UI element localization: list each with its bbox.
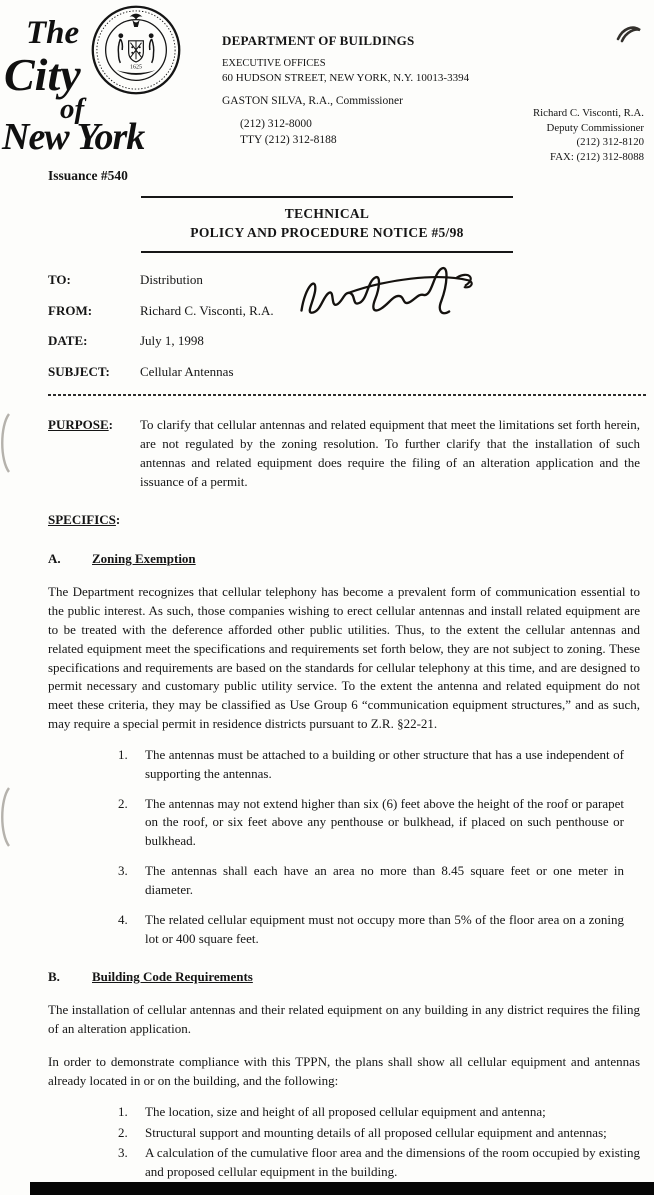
list-item-number: 4. xyxy=(118,911,128,927)
section-a-body: The Department recognizes that cellular telephony has become a prevalent form of communication essential to the public interest. As such, those companies wishing to erect cellular antennas and install related equipment are to be treated with the deference afforded other public utilities. Thus, to the extent the cellular antennas and related equipment meet the specifications and requirements set forth below, they are not subject to zoning. These specifications and requirements are based on the standards for cellular telephony at this time, and are designed to permit necessary and customary public utility service. To the extent the antenna and related equipment do not meet these criteria, they may be classified as Use Group 6 “communication equipment structures,” and as such, may require a special permit in residence districts pursuant to Z.R. §22-21. xyxy=(48,584,640,732)
department-block xyxy=(222,32,522,148)
to-value: Distribution xyxy=(140,271,203,287)
list-item xyxy=(118,1144,640,1182)
logo-text: City xyxy=(4,49,81,100)
from-label: FROM: xyxy=(48,302,93,318)
list-item-number: 1. xyxy=(118,746,128,762)
deputy-name: Richard C. Visconti, R.A. xyxy=(532,107,644,119)
logo-text: The xyxy=(26,15,80,51)
executive-offices: EXECUTIVE OFFICES xyxy=(222,57,326,69)
divider xyxy=(141,196,513,198)
memo-row-from xyxy=(48,302,640,321)
list-item-text: The related cellular equipment must not occupy more than 5% of the floor area on a zoning lot or 400 square feet. xyxy=(145,911,624,946)
deputy-commissioner-block xyxy=(533,106,644,164)
section-b-heading xyxy=(48,968,654,987)
deputy-fax: FAX: (212) 312-8088 xyxy=(550,150,644,163)
list-item xyxy=(118,795,624,852)
deputy-title: Deputy Commissioner xyxy=(546,121,644,134)
list-item-text: Structural support and mounting details of all proposed cellular equipment and antennas; xyxy=(145,1124,607,1140)
dashed-divider xyxy=(48,394,646,396)
date-label: DATE: xyxy=(48,333,88,349)
section-letter: A. xyxy=(48,551,61,567)
to-label: TO: xyxy=(48,271,71,287)
scan-artifact xyxy=(0,412,13,474)
issuance-number: Issuance #540 xyxy=(48,168,128,183)
deputy-phone: (212) 312-8120 xyxy=(576,136,644,149)
notice-title-line2: POLICY AND PROCEDURE NOTICE #5/98 xyxy=(190,225,464,241)
list-item xyxy=(118,862,624,900)
subject-label: SUBJECT: xyxy=(48,364,110,380)
purpose-section xyxy=(48,416,640,491)
tty-number: TTY (212) 312-8188 xyxy=(240,133,337,146)
list-item xyxy=(118,911,624,949)
list-item-number: 1. xyxy=(118,1103,128,1119)
memo-row-date xyxy=(48,332,640,351)
divider xyxy=(141,251,513,253)
scan-artifact xyxy=(0,786,13,848)
section-letter: B. xyxy=(48,969,60,985)
section-b-paragraph-2: In order to demonstrate compliance with this TPPN, the plans shall show all cellular equipment and antennas already located in or on the building, and the following: xyxy=(48,1054,640,1088)
list-item-text: A calculation of the cumulative floor area and the dimensions of the room occupied by existing and proposed cellular equipment in the building. xyxy=(145,1145,640,1180)
from-value: Richard C. Visconti, R.A. xyxy=(140,302,274,318)
purpose-label: PURPOSE: xyxy=(48,417,114,433)
list-item-text: The antennas shall each have an area no more than 8.45 square feet or one meter in diameter. xyxy=(145,863,624,897)
date-value: July 1, 1998 xyxy=(140,333,204,349)
notice-title-line1: TECHNICAL xyxy=(284,205,370,221)
section-a-list xyxy=(0,746,654,949)
list-item xyxy=(118,1103,640,1122)
logo-text: New York xyxy=(2,116,145,158)
memo-row-subject xyxy=(48,363,640,382)
list-item-number: 2. xyxy=(118,1124,128,1140)
logo-text: of xyxy=(60,93,85,125)
nyc-seal-icon xyxy=(90,4,182,96)
specifics-label: SPECIFICS: xyxy=(48,512,121,528)
commissioner-line: GASTON SILVA, R.A., Commissioner xyxy=(222,94,403,107)
svg-text:1625: 1625 xyxy=(130,64,142,71)
list-item xyxy=(118,1124,640,1143)
letterhead xyxy=(0,0,654,163)
purpose-text: To clarify that cellular antennas and related equipment that meet the limitations set forth herein, are not regulated by the zoning resolution. To further clarify that the installation of such antennas and related equipment does require the filing of an alteration application and the issuance of a permit. xyxy=(140,417,640,489)
department-name: DEPARTMENT OF BUILDINGS xyxy=(222,33,415,48)
department-address: 60 HUDSON STREET, NEW YORK, N.Y. 10013-3394 xyxy=(222,72,470,85)
section-b-paragraph-1: The installation of cellular antennas and their related equipment on any building in any district requires the filing of an alteration application. xyxy=(48,1002,640,1037)
list-item-number: 2. xyxy=(118,795,128,811)
department-phones xyxy=(240,116,522,148)
subject-value: Cellular Antennas xyxy=(140,364,234,380)
section-a-heading xyxy=(48,550,654,569)
list-item-text: The antennas must be attached to a building or other structure that has a use independent of supporting the antennas. xyxy=(145,746,624,781)
memo-row-to xyxy=(48,271,640,290)
section-title: Zoning Exemption xyxy=(92,551,196,567)
section-b-list xyxy=(0,1103,654,1182)
list-item-text: The antennas may not extend higher than six (6) feet above the height of the roof or parapet on the roof, or six feet above any penthouse or bulkhead, if placed on such penthouse or bulkhead. xyxy=(145,795,624,849)
notice-title-block xyxy=(0,196,654,253)
section-title: Building Code Requirements xyxy=(92,969,253,985)
phone-number: (212) 312-8000 xyxy=(240,117,312,130)
list-item-number: 3. xyxy=(118,863,128,879)
list-item xyxy=(118,746,624,784)
list-item-number: 3. xyxy=(118,1145,128,1161)
scan-edge-bar xyxy=(30,1182,654,1195)
memo-header xyxy=(48,271,640,382)
list-item-text: The location, size and height of all proposed cellular equipment and antenna; xyxy=(145,1103,546,1119)
